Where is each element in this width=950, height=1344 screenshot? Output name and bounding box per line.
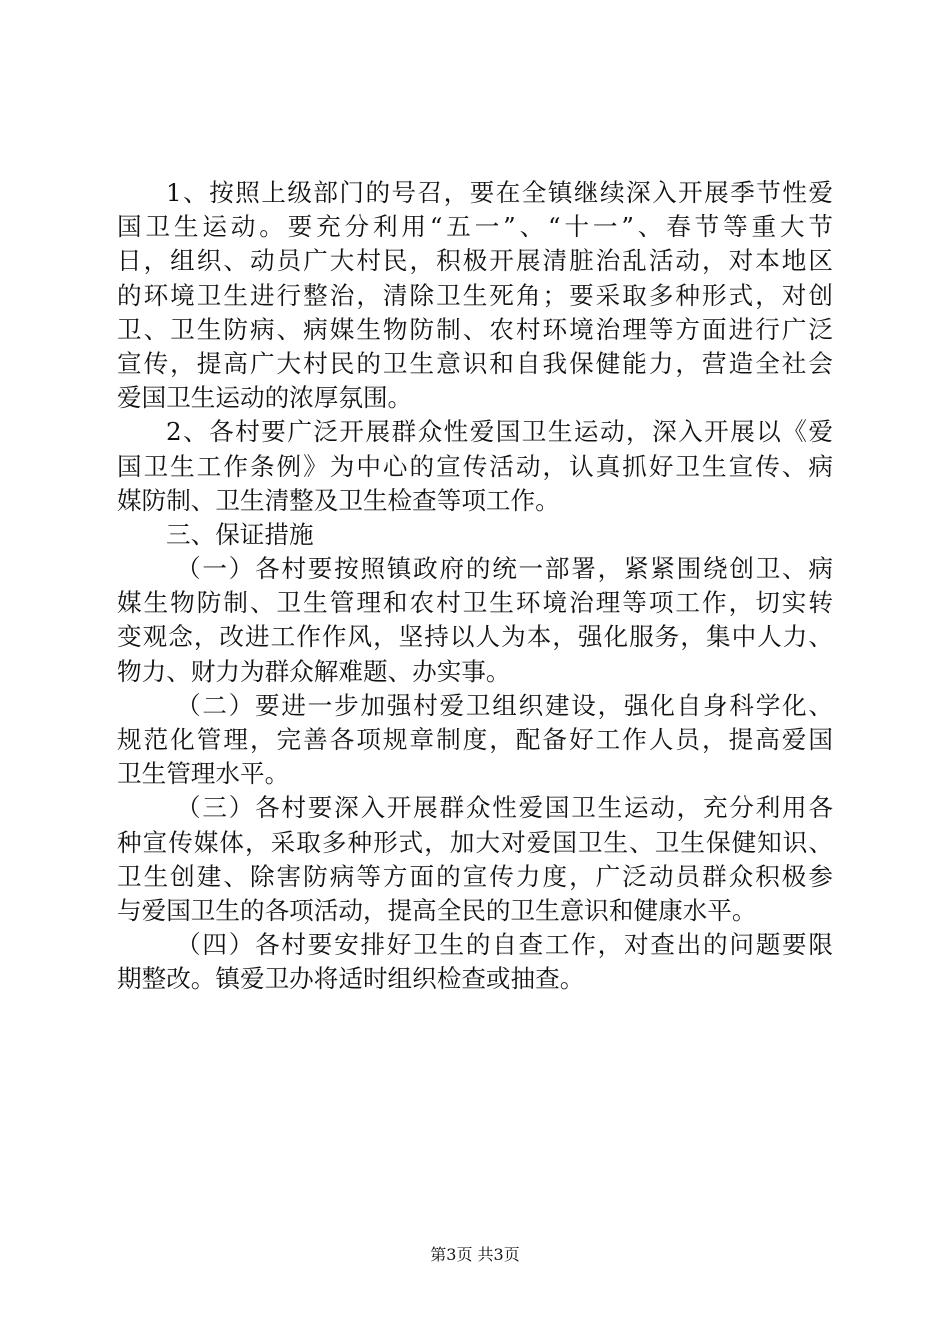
document-body [117, 176, 833, 997]
measure-3-line-4: 与爱国卫生的各项活动，提高全民的卫生意识和健康水平。 [117, 895, 757, 925]
paragraph-1-line-5: 卫、卫生防病、病媒生物防制、农村环境治理等方面进行广泛 [117, 314, 833, 344]
measure-3-line-1: （三）各村要深入开展群众性爱国卫生运动，充分利用各 [176, 793, 833, 823]
measure-2-line-3: 卫生管理水平。 [117, 759, 290, 789]
paragraph-2-line-2: 国卫生工作条例》为中心的宣传活动，认真抓好卫生宣传、病 [117, 451, 833, 481]
page-number-footer: 第3页 共3页 [430, 1245, 520, 1264]
measure-1-line-3: 变观念，改进工作作风，坚持以人为本，强化服务，集中人力、 [117, 622, 833, 652]
paragraph-2-line-3: 媒防制、卫生清整及卫生检查等项工作。 [117, 485, 560, 515]
paragraph-1-line-1: 1、按照上级部门的号召，要在全镇继续深入开展季节性爱 [166, 178, 833, 207]
paragraph-1-line-7: 爱国卫生运动的浓厚氛围。 [117, 383, 413, 413]
measure-1-line-4: 物力、财力为群众解难题、办实事。 [117, 656, 511, 686]
measure-3-line-2: 种宣传媒体，采取多种形式，加大对爱国卫生、卫生保健知识、 [117, 827, 833, 857]
measure-4-line-1: （四）各村要安排好卫生的自查工作，对查出的问题要限 [176, 930, 833, 960]
measure-1-line-1: （一）各村要按照镇政府的统一部署，紧紧围绕创卫、病 [176, 554, 833, 584]
measure-3-line-3: 卫生创建、除害防病等方面的宣传力度，广泛动员群众积极参 [117, 861, 833, 891]
paragraph-2-line-1: 2、各村要广泛开展群众性爱国卫生运动，深入开展以《爱 [166, 417, 833, 447]
paragraph-1-line-6: 宣传，提高广大村民的卫生意识和自我保健能力，营造全社会 [117, 348, 833, 378]
paragraph-1-line-3: 日，组织、动员广大村民，积极开展清脏治乱活动，对本地区 [117, 246, 833, 276]
measure-2-line-1: （二）要进一步加强村爱卫组织建设，强化自身科学化、 [176, 690, 833, 720]
section-heading-guarantee-measures: 三、保证措施 [166, 519, 314, 549]
measure-2-line-2: 规范化管理，完善各项规章制度，配备好工作人员，提高爱国 [117, 725, 833, 754]
paragraph-1-line-2: 国卫生运动。要充分利用“五一”、“十一”、春节等重大节 [117, 212, 833, 242]
measure-4-line-2: 期整改。镇爱卫办将适时组织检查或抽查。 [117, 964, 585, 994]
measure-1-line-2: 媒生物防制、卫生管理和农村卫生环境治理等项工作，切实转 [117, 588, 833, 618]
paragraph-1-line-4: 的环境卫生进行整治，清除卫生死角；要采取多种形式，对创 [117, 280, 833, 310]
